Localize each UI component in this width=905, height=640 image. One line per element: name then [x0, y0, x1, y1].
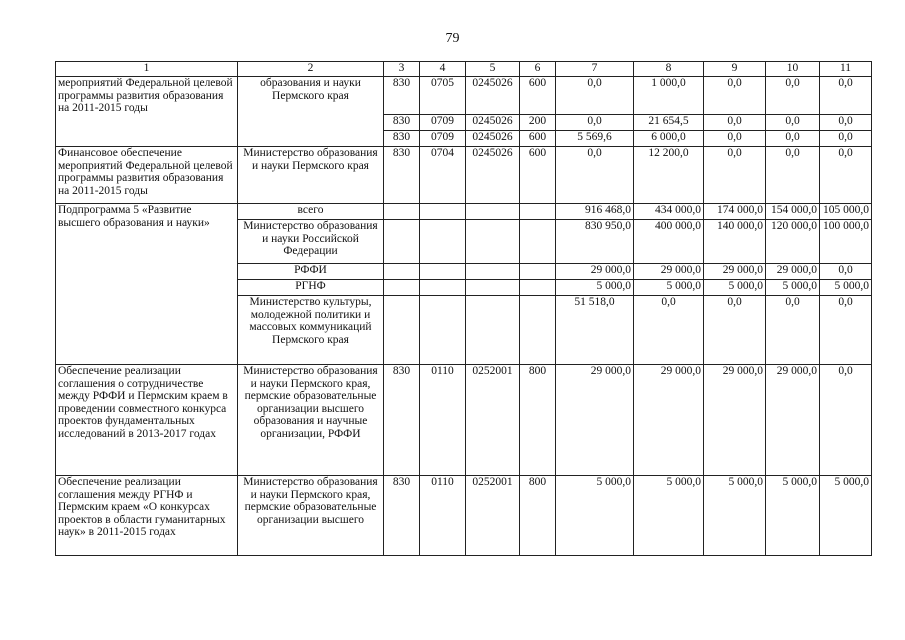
section-code-cell: [420, 296, 466, 365]
section-code-cell: [420, 280, 466, 296]
section-code-cell: 0705: [420, 77, 466, 115]
amount-cell: 100 000,0: [820, 220, 872, 264]
target-code-cell: 0252001: [466, 365, 520, 476]
target-code-cell: 0245026: [466, 147, 520, 204]
target-code-cell: [466, 220, 520, 264]
executor-cell: РФФИ: [238, 264, 384, 280]
target-code-cell: 0245026: [466, 77, 520, 115]
amount-cell: 0,0: [820, 77, 872, 115]
amount-cell: 0,0: [820, 131, 872, 147]
header-cell: 3: [384, 62, 420, 77]
expense-type-cell: 600: [520, 131, 556, 147]
ministry-code-cell: 830: [384, 476, 420, 556]
amount-cell: 0,0: [766, 296, 820, 365]
header-cell: 4: [420, 62, 466, 77]
amount-cell: 5 000,0: [556, 280, 634, 296]
amount-cell: 5 000,0: [704, 280, 766, 296]
expense-type-cell: 200: [520, 115, 556, 131]
amount-cell: 830 950,0: [556, 220, 634, 264]
amount-cell: 0,0: [820, 115, 872, 131]
section-code-cell: 0704: [420, 147, 466, 204]
amount-cell: 0,0: [820, 264, 872, 280]
amount-cell: 5 000,0: [766, 476, 820, 556]
amount-cell: 434 000,0: [634, 204, 704, 220]
amount-cell: 51 518,0: [556, 296, 634, 365]
expense-type-cell: [520, 280, 556, 296]
amount-cell: 0,0: [704, 296, 766, 365]
amount-cell: 0,0: [766, 115, 820, 131]
amount-cell: 5 000,0: [820, 280, 872, 296]
ministry-code-cell: 830: [384, 131, 420, 147]
executor-cell: Министерство культуры, молодежной политики и массовых коммуникаций Пермского края: [238, 296, 384, 365]
executor-cell: образования и науки Пермского края: [238, 77, 384, 147]
ministry-code-cell: 830: [384, 115, 420, 131]
target-code-cell: [466, 264, 520, 280]
table-row: [56, 77, 872, 115]
amount-cell: 0,0: [556, 77, 634, 115]
executor-cell: Министерство образования и науки Российской Федерации: [238, 220, 384, 264]
expense-type-cell: 800: [520, 365, 556, 476]
section-code-cell: [420, 204, 466, 220]
amount-cell: 12 200,0: [634, 147, 704, 204]
target-code-cell: 0252001: [466, 476, 520, 556]
amount-cell: 0,0: [820, 147, 872, 204]
table-row: [56, 476, 872, 556]
executor-cell: Министерство образования и науки Пермского края, пермские образовательные организации высшего: [238, 476, 384, 556]
amount-cell: 0,0: [556, 147, 634, 204]
amount-cell: 174 000,0: [704, 204, 766, 220]
ministry-code-cell: [384, 264, 420, 280]
amount-cell: 5 000,0: [634, 476, 704, 556]
target-code-cell: 0245026: [466, 131, 520, 147]
ministry-code-cell: [384, 220, 420, 264]
amount-cell: 0,0: [766, 147, 820, 204]
section-code-cell: 0709: [420, 115, 466, 131]
section-code-cell: [420, 264, 466, 280]
target-code-cell: [466, 280, 520, 296]
header-cell: 5: [466, 62, 520, 77]
table-row: [56, 204, 872, 220]
amount-cell: 0,0: [704, 147, 766, 204]
amount-cell: 105 000,0: [820, 204, 872, 220]
executor-cell: Министерство образования и науки Пермского края: [238, 147, 384, 204]
ministry-code-cell: 830: [384, 147, 420, 204]
measure-name-cell: Обеспечение реализации соглашения между РГНФ и Пермским краем «О конкурсах проектов в области гуманитарных наук» в 2011-2015 годах: [56, 476, 238, 556]
amount-cell: 29 000,0: [556, 264, 634, 280]
header-row: [56, 62, 872, 77]
ministry-code-cell: [384, 296, 420, 365]
table-row: [56, 147, 872, 204]
amount-cell: 29 000,0: [766, 365, 820, 476]
target-code-cell: [466, 296, 520, 365]
amount-cell: 21 654,5: [634, 115, 704, 131]
amount-cell: 400 000,0: [634, 220, 704, 264]
amount-cell: 0,0: [766, 77, 820, 115]
amount-cell: 0,0: [704, 115, 766, 131]
measure-name-cell: Обеспечение реализации соглашения о сотрудничестве между РФФИ и Пермским краем в проведении совместного конкурса проектов фундаментальных исследований в 2013-2017 годах: [56, 365, 238, 476]
amount-cell: 154 000,0: [766, 204, 820, 220]
executor-cell: РГНФ: [238, 280, 384, 296]
amount-cell: 5 000,0: [820, 476, 872, 556]
measure-name-cell: Финансовое обеспечение мероприятий Федеральной целевой программы развития образования на 2011-2015 годы: [56, 147, 238, 204]
ministry-code-cell: 830: [384, 365, 420, 476]
amount-cell: 29 000,0: [704, 264, 766, 280]
amount-cell: 120 000,0: [766, 220, 820, 264]
amount-cell: 6 000,0: [634, 131, 704, 147]
amount-cell: 916 468,0: [556, 204, 634, 220]
target-code-cell: 0245026: [466, 115, 520, 131]
amount-cell: 140 000,0: [704, 220, 766, 264]
amount-cell: 1 000,0: [634, 77, 704, 115]
header-cell: 6: [520, 62, 556, 77]
executor-cell: Министерство образования и науки Пермского края, пермские образовательные организации высшего образования и научные организации, РФФИ: [238, 365, 384, 476]
amount-cell: 0,0: [634, 296, 704, 365]
ministry-code-cell: 830: [384, 77, 420, 115]
section-code-cell: 0709: [420, 131, 466, 147]
header-cell: 1: [56, 62, 238, 77]
amount-cell: 29 000,0: [556, 365, 634, 476]
expense-type-cell: 800: [520, 476, 556, 556]
executor-cell: всего: [238, 204, 384, 220]
expense-type-cell: [520, 264, 556, 280]
ministry-code-cell: [384, 280, 420, 296]
section-code-cell: 0110: [420, 476, 466, 556]
header-cell: 10: [766, 62, 820, 77]
amount-cell: 0,0: [766, 131, 820, 147]
expense-type-cell: [520, 296, 556, 365]
amount-cell: 0,0: [820, 365, 872, 476]
amount-cell: 0,0: [704, 131, 766, 147]
amount-cell: 29 000,0: [766, 264, 820, 280]
amount-cell: 5 000,0: [766, 280, 820, 296]
amount-cell: 5 569,6: [556, 131, 634, 147]
measure-name-cell: мероприятий Федеральной целевой программы развития образования на 2011-2015 годы: [56, 77, 238, 147]
expense-type-cell: [520, 220, 556, 264]
subprogram-name-cell: Подпрограмма 5 «Развитие высшего образования и науки»: [56, 204, 238, 365]
header-cell: 8: [634, 62, 704, 77]
header-cell: 2: [238, 62, 384, 77]
expense-type-cell: [520, 204, 556, 220]
amount-cell: 5 000,0: [556, 476, 634, 556]
section-code-cell: [420, 220, 466, 264]
expense-type-cell: 600: [520, 147, 556, 204]
page-number: 79: [445, 31, 460, 46]
section-code-cell: 0110: [420, 365, 466, 476]
target-code-cell: [466, 204, 520, 220]
ministry-code-cell: [384, 204, 420, 220]
expense-type-cell: 600: [520, 77, 556, 115]
amount-cell: 29 000,0: [634, 264, 704, 280]
amount-cell: 0,0: [820, 296, 872, 365]
budget-table: [55, 61, 872, 556]
amount-cell: 0,0: [556, 115, 634, 131]
table-row: [56, 365, 872, 476]
amount-cell: 0,0: [704, 77, 766, 115]
header-cell: 9: [704, 62, 766, 77]
amount-cell: 29 000,0: [634, 365, 704, 476]
amount-cell: 29 000,0: [704, 365, 766, 476]
amount-cell: 5 000,0: [634, 280, 704, 296]
header-cell: 11: [820, 62, 872, 77]
amount-cell: 5 000,0: [704, 476, 766, 556]
header-cell: 7: [556, 62, 634, 77]
